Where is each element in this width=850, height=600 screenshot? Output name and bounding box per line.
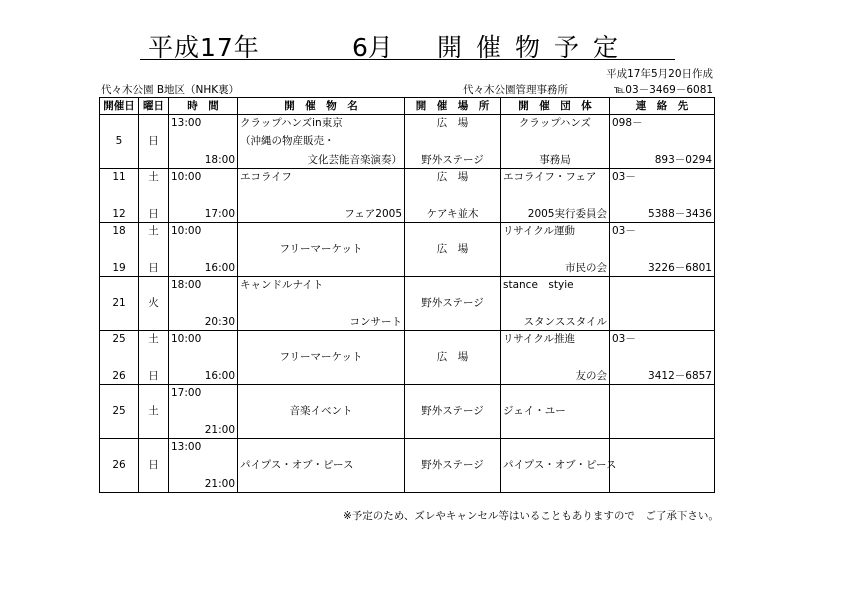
organizer-line: スタンススタイル	[523, 316, 607, 328]
schedule-table	[99, 97, 715, 493]
weekday-cell	[139, 439, 169, 493]
event-name-line: キャンドルナイト	[240, 279, 324, 291]
office-name: 代々木公園管理事務所	[463, 84, 568, 96]
table-row	[100, 223, 715, 277]
contact-cell	[610, 169, 715, 223]
table-row	[100, 331, 715, 385]
header-date: 開催日	[100, 98, 139, 115]
event-name-line: エコライフ	[240, 171, 292, 183]
end-time: 18:00	[204, 154, 235, 166]
start-time: 13:00	[171, 117, 202, 129]
venue-cell	[405, 385, 501, 439]
event-name-line: コンサート	[349, 316, 402, 328]
title-month: 6月	[352, 33, 393, 62]
organizer-cell	[501, 385, 610, 439]
table-row	[100, 277, 715, 331]
weekday-cell	[139, 331, 169, 385]
event-name-line: （沖縄の物産販売・	[240, 135, 335, 147]
contact-cell	[610, 439, 715, 493]
header-venue: 開 催 場 所	[405, 98, 501, 115]
event-name-cell	[238, 277, 405, 331]
time-cell	[169, 331, 238, 385]
venue-cell	[405, 439, 501, 493]
date-cell	[100, 385, 139, 439]
event-name-line: 文化芸能音楽演奏）	[307, 154, 402, 166]
event-name-line: フリーマーケット	[279, 243, 363, 255]
contact-line: 5388－3436	[648, 208, 712, 220]
page-title: 開催物予定	[437, 33, 633, 62]
contact-cell	[610, 277, 715, 331]
event-name-cell	[238, 223, 405, 277]
table-row	[100, 115, 715, 169]
end-time: 16:00	[204, 262, 235, 274]
table-header-row	[100, 98, 715, 115]
venue-line: 広 場	[436, 351, 469, 363]
time-cell	[169, 115, 238, 169]
event-name-cell	[238, 439, 405, 493]
organizer-line: リサイクル推進	[503, 333, 576, 345]
date-value: 26	[112, 459, 126, 471]
weekday-value: 日	[148, 135, 159, 147]
venue-location: 代々木公園 B地区（NHK裏）	[101, 84, 240, 96]
event-name-line: 音楽イベント	[289, 405, 353, 417]
date-value: 18	[112, 225, 126, 237]
date-cell	[100, 169, 139, 223]
event-name-cell	[238, 331, 405, 385]
time-cell	[169, 169, 238, 223]
organizer-line: 友の会	[575, 370, 607, 382]
start-time: 10:00	[171, 225, 202, 237]
venue-cell	[405, 169, 501, 223]
organizer-line: エコライフ・フェア	[503, 171, 597, 183]
venue-line: 野外ステージ	[421, 459, 484, 471]
venue-cell	[405, 331, 501, 385]
date-cell	[100, 115, 139, 169]
organizer-line: stance styie	[503, 279, 574, 291]
event-name-line: クラップハンズin東京	[240, 117, 343, 129]
weekday-value: 土	[148, 225, 159, 237]
start-time: 10:00	[171, 171, 202, 183]
contact-line: 03－	[612, 171, 636, 183]
contact-line: 03－	[612, 225, 636, 237]
date-value: 19	[112, 262, 126, 274]
venue-line: 野外ステージ	[421, 154, 484, 166]
weekday-value: 日	[148, 208, 159, 220]
organizer-line: パイプス・オブ・ピース	[503, 459, 617, 471]
header-organizer: 開 催 団 体	[501, 98, 610, 115]
weekday-cell	[139, 223, 169, 277]
venue-line: 野外ステージ	[421, 405, 484, 417]
contact-cell	[610, 331, 715, 385]
weekday-value: 土	[148, 171, 159, 183]
venue-cell	[405, 277, 501, 331]
weekday-value: 日	[148, 370, 159, 382]
end-time: 21:00	[204, 478, 235, 490]
organizer-cell	[501, 277, 610, 331]
venue-line: 広 場	[436, 243, 469, 255]
start-time: 17:00	[171, 387, 202, 399]
weekday-cell	[139, 385, 169, 439]
venue-cell	[405, 115, 501, 169]
contact-cell	[610, 223, 715, 277]
organizer-line: 市民の会	[565, 262, 607, 274]
start-time: 18:00	[171, 279, 202, 291]
time-cell	[169, 277, 238, 331]
time-cell	[169, 439, 238, 493]
venue-cell	[405, 223, 501, 277]
organizer-cell	[501, 115, 610, 169]
event-name-line: フリーマーケット	[279, 351, 363, 363]
end-time: 17:00	[204, 208, 235, 220]
event-name-cell	[238, 115, 405, 169]
event-name-cell	[238, 385, 405, 439]
end-time: 20:30	[204, 316, 235, 328]
contact-line: 03－	[612, 333, 636, 345]
header-event-name: 開 催 物 名	[238, 98, 405, 115]
organizer-cell	[501, 169, 610, 223]
time-cell	[169, 223, 238, 277]
venue-line: 野外ステージ	[421, 297, 484, 309]
weekday-cell	[139, 115, 169, 169]
weekday-cell	[139, 169, 169, 223]
weekday-value: 土	[148, 405, 159, 417]
title-underline	[140, 59, 675, 60]
header-time: 時 間	[169, 98, 238, 115]
start-time: 13:00	[171, 441, 202, 453]
start-time: 10:00	[171, 333, 202, 345]
contact-line: 3226－6801	[648, 262, 712, 274]
weekday-value: 土	[148, 333, 159, 345]
date-value: 5	[115, 135, 123, 147]
venue-line: ケアキ並木	[426, 208, 479, 220]
venue-line: 広 場	[436, 117, 469, 129]
venue-line: 広 場	[436, 171, 469, 183]
weekday-value: 火	[148, 297, 159, 309]
weekday-value: 日	[148, 459, 159, 471]
header-contact: 連 絡 先	[610, 98, 715, 115]
date-cell	[100, 277, 139, 331]
organizer-cell	[501, 439, 617, 493]
table-row	[100, 169, 715, 223]
date-value: 21	[112, 297, 126, 309]
event-name-cell	[238, 169, 405, 223]
table-row	[100, 385, 715, 439]
weekday-value: 日	[148, 262, 159, 274]
end-time: 16:00	[204, 370, 235, 382]
organizer-cell	[501, 223, 610, 277]
organizer-line: リサイクル運動	[503, 225, 576, 237]
contact-line: 3412－6857	[648, 370, 712, 382]
contact-line: 893－0294	[654, 154, 712, 166]
date-value: 12	[112, 208, 126, 220]
date-value: 11	[112, 171, 126, 183]
date-cell	[100, 331, 139, 385]
office-tel: ℡03－3469－6081	[614, 84, 714, 96]
created-date: 平成17年5月20日作成	[606, 68, 713, 80]
organizer-line: クラップハンズ	[518, 117, 592, 129]
date-cell	[100, 439, 139, 493]
end-time: 21:00	[204, 424, 235, 436]
organizer-line: 2005実行委員会	[527, 208, 607, 220]
organizer-cell	[501, 331, 610, 385]
date-cell	[100, 223, 139, 277]
contact-cell	[610, 115, 715, 169]
footnote: ※予定のため、ズレやキャンセル等はいることもありますので ご了承下さい。	[343, 510, 719, 522]
table-row	[100, 439, 715, 493]
weekday-cell	[139, 277, 169, 331]
date-value: 25	[112, 405, 126, 417]
contact-line: 098－	[612, 117, 643, 129]
header-weekday: 曜日	[139, 98, 169, 115]
title-era: 平成17年	[148, 33, 260, 62]
event-name-line: フェア2005	[344, 208, 402, 220]
contact-cell	[610, 385, 715, 439]
event-name-line: パイプス・オブ・ピース	[240, 459, 354, 471]
date-value: 25	[112, 333, 126, 345]
organizer-line: 事務局	[539, 154, 571, 166]
time-cell	[169, 385, 238, 439]
date-value: 26	[112, 370, 126, 382]
organizer-line: ジェイ・ユー	[503, 405, 566, 417]
